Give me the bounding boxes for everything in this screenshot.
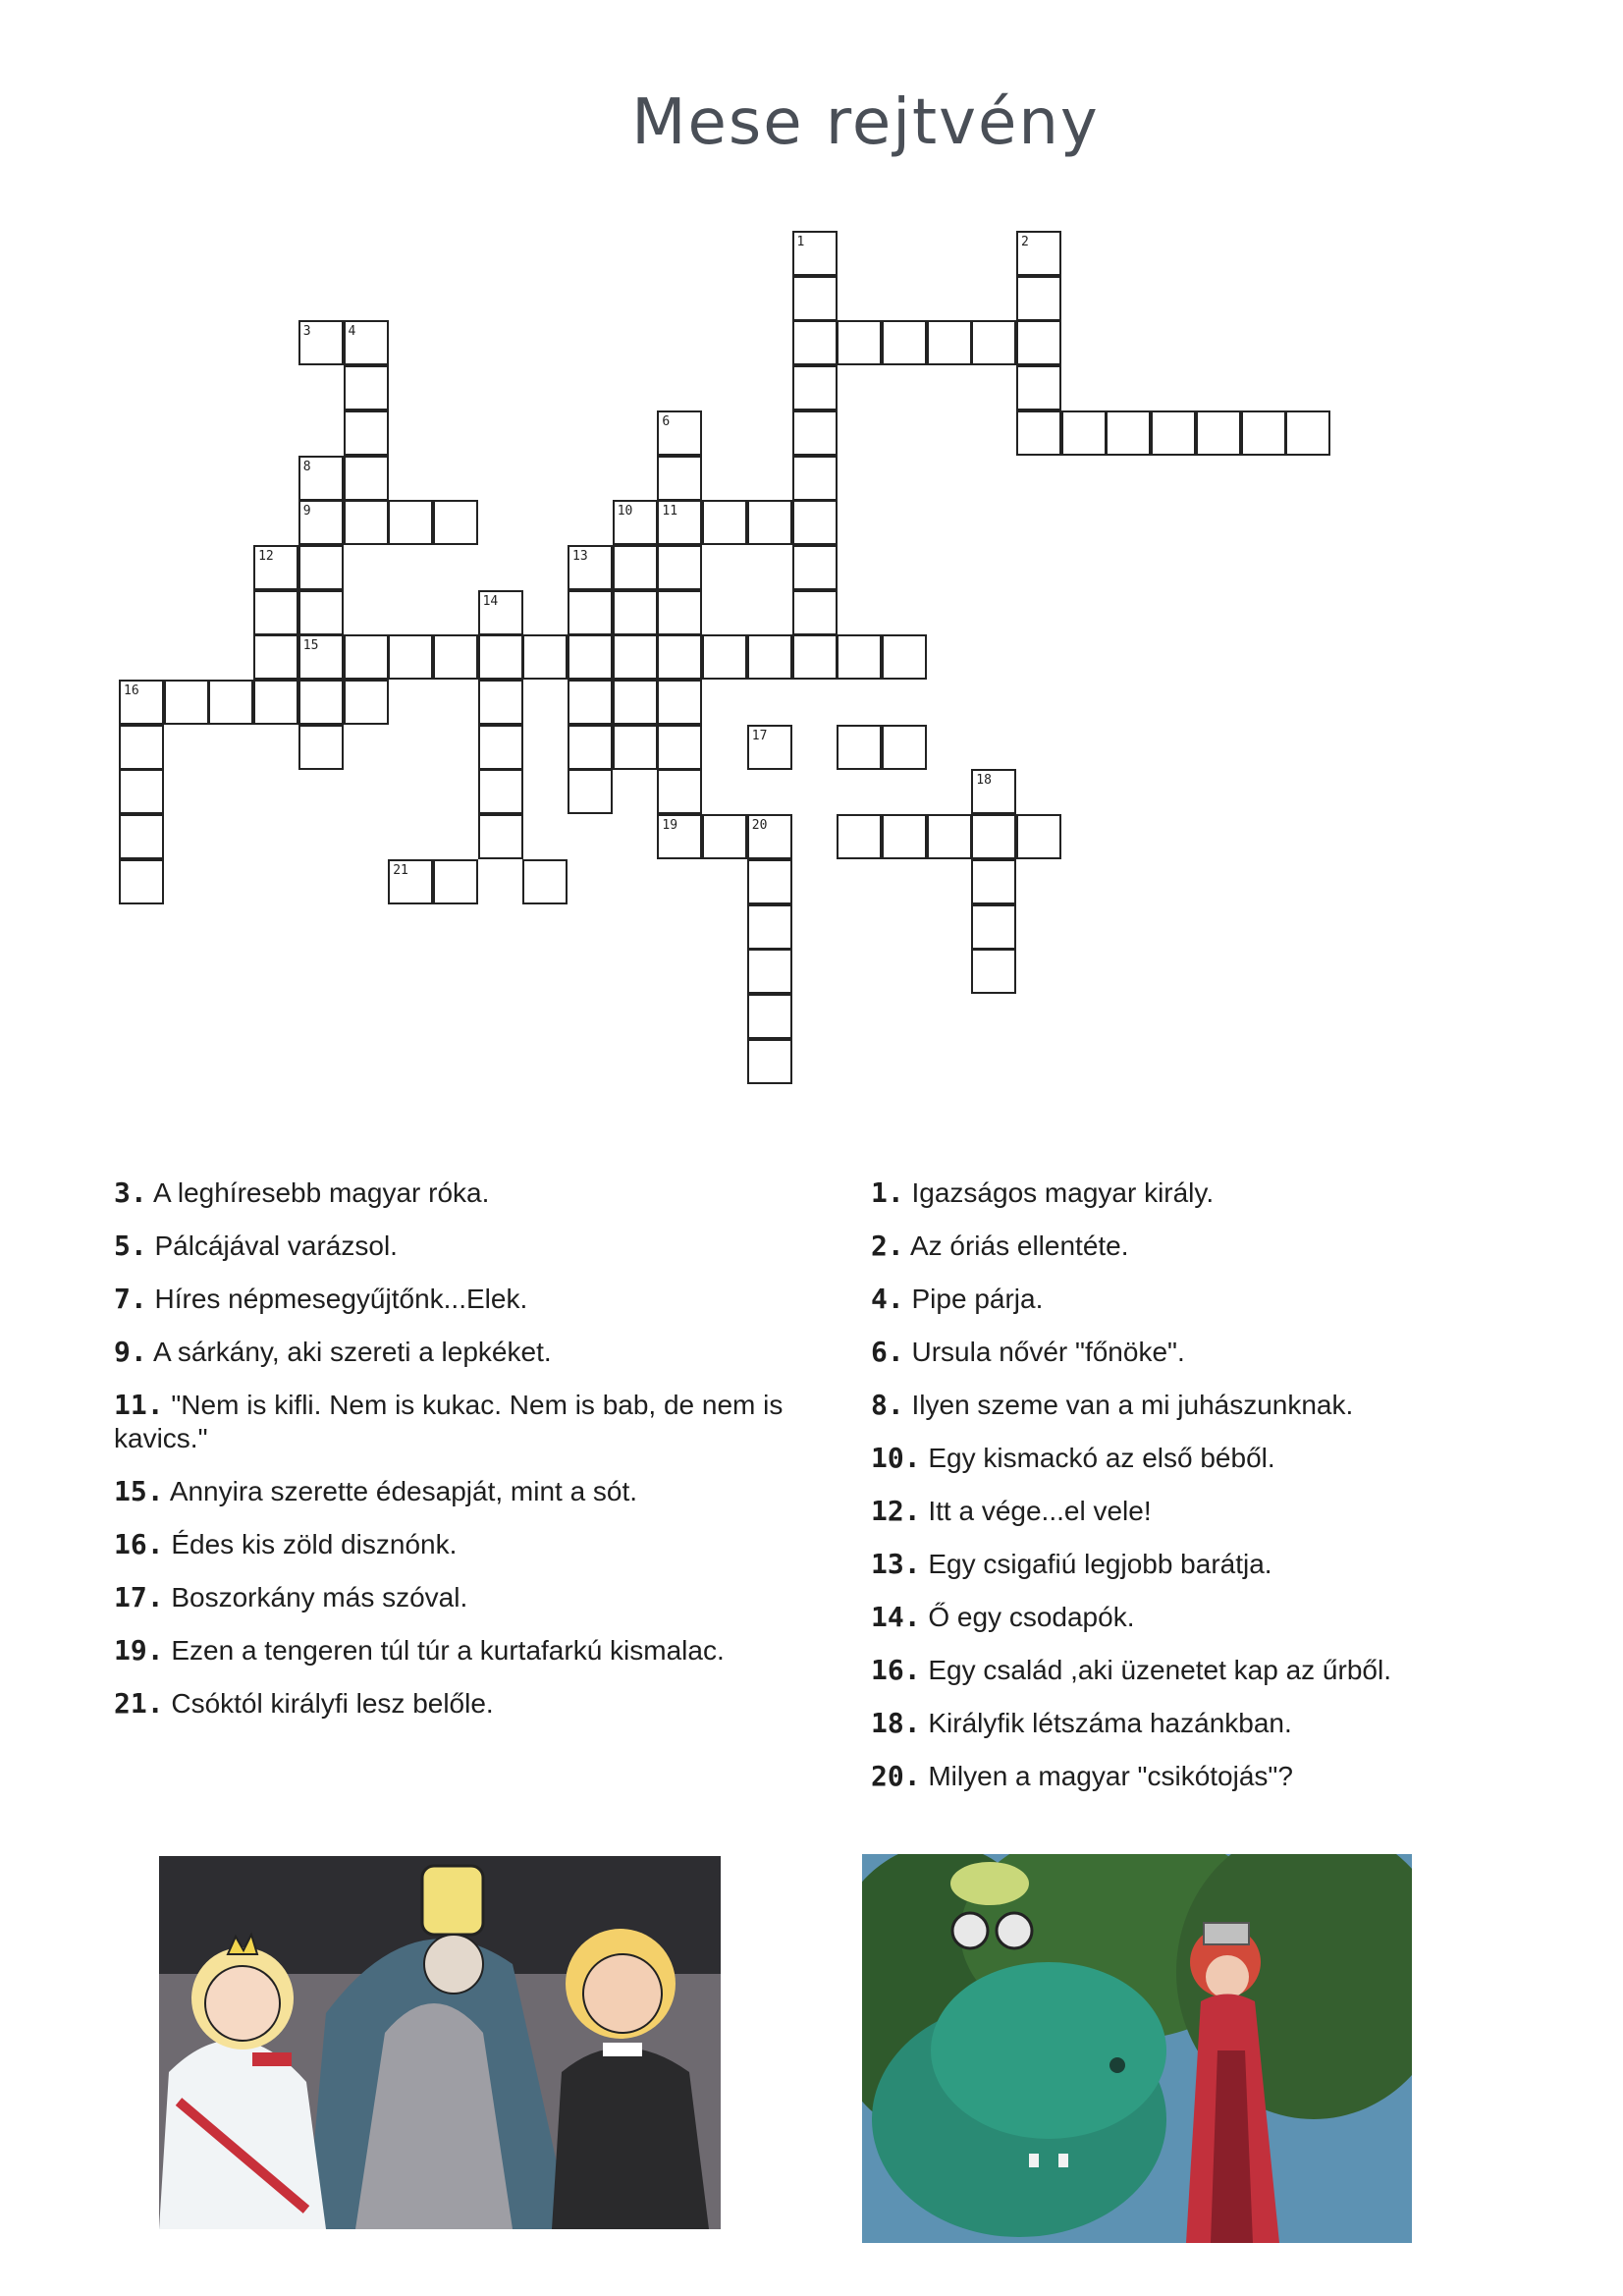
clue-text: Csóktól királyfi lesz belőle. bbox=[163, 1688, 494, 1719]
crossword-cell[interactable] bbox=[119, 725, 164, 770]
crossword-cell[interactable] bbox=[792, 456, 838, 501]
puppet-illustration bbox=[862, 1854, 1412, 2243]
crossword-cell[interactable] bbox=[971, 769, 1016, 814]
crossword-cell[interactable] bbox=[927, 320, 972, 365]
clue-item bbox=[871, 1442, 1539, 1475]
clue-item bbox=[114, 1176, 821, 1210]
clue-number: 2. bbox=[871, 1230, 904, 1262]
clue-number: 10. bbox=[871, 1442, 921, 1474]
clue-item bbox=[871, 1176, 1539, 1210]
crossword-cell[interactable] bbox=[478, 590, 523, 635]
crossword-cell[interactable] bbox=[971, 859, 1016, 904]
crossword-cell[interactable] bbox=[298, 456, 344, 501]
cell-number: 12 bbox=[258, 548, 274, 564]
clue-item bbox=[114, 1475, 821, 1508]
clue-text: Annyira szerette édesapját, mint a sót. bbox=[163, 1476, 638, 1506]
crossword-cell[interactable] bbox=[837, 634, 882, 680]
crossword-cell[interactable] bbox=[253, 545, 298, 590]
clue-text: Híres népmesegyűjtőnk...Elek. bbox=[146, 1284, 528, 1314]
clue-number: 4. bbox=[871, 1283, 904, 1315]
cell-number: 14 bbox=[482, 593, 499, 609]
crossword-cell[interactable] bbox=[613, 680, 658, 725]
crossword-cell[interactable] bbox=[657, 769, 702, 814]
clue-item bbox=[114, 1283, 821, 1316]
crossword-cell[interactable] bbox=[747, 500, 792, 545]
crossword-cell[interactable] bbox=[657, 590, 702, 635]
crossword-cell[interactable] bbox=[388, 500, 433, 545]
crossword-cell[interactable] bbox=[971, 904, 1016, 950]
clue-number: 1. bbox=[871, 1176, 904, 1209]
crossword-cell[interactable] bbox=[792, 276, 838, 321]
crossword-cell[interactable] bbox=[1016, 814, 1061, 859]
crossword-cell[interactable] bbox=[1151, 410, 1196, 456]
clue-number: 9. bbox=[114, 1336, 147, 1368]
crossword-cell[interactable] bbox=[298, 500, 344, 545]
clue-text: A sárkány, aki szereti a lepkéket. bbox=[146, 1337, 552, 1367]
cartoon-illustration bbox=[159, 1856, 721, 2229]
crossword-cell[interactable] bbox=[792, 500, 838, 545]
page-title: Mese rejtvény bbox=[631, 86, 1100, 159]
clue-text: Ursula nővér "főnöke". bbox=[903, 1337, 1185, 1367]
crossword-cell[interactable] bbox=[657, 814, 702, 859]
clue-number: 12. bbox=[871, 1495, 921, 1527]
clue-number: 20. bbox=[871, 1760, 921, 1792]
cell-number: 10 bbox=[617, 504, 633, 519]
cell-number: 19 bbox=[662, 818, 678, 834]
clue-text: Egy kismackó az első béből. bbox=[920, 1443, 1275, 1473]
clue-item bbox=[114, 1687, 821, 1721]
clue-text: Itt a vége...el vele! bbox=[920, 1496, 1152, 1526]
crossword-cell[interactable] bbox=[747, 725, 792, 770]
clue-item bbox=[871, 1601, 1539, 1634]
clue-text: Ezen a tengeren túl túr a kurtafarkú kismalac. bbox=[163, 1635, 725, 1666]
crossword-cell[interactable] bbox=[792, 365, 838, 410]
crossword-cell[interactable] bbox=[657, 456, 702, 501]
crossword-cell[interactable] bbox=[1016, 410, 1061, 456]
clue-number: 5. bbox=[114, 1230, 147, 1262]
crossword-cell[interactable] bbox=[971, 814, 1016, 859]
crossword-cell[interactable] bbox=[253, 634, 298, 680]
clue-text: Egy csigafiú legjobb barátja. bbox=[920, 1549, 1272, 1579]
clue-text: Az óriás ellentéte. bbox=[903, 1230, 1129, 1261]
crossword-cell[interactable] bbox=[522, 634, 568, 680]
crossword-cell[interactable] bbox=[657, 725, 702, 770]
clue-number: 3. bbox=[114, 1176, 147, 1209]
clue-text: Boszorkány más szóval. bbox=[163, 1582, 468, 1613]
crossword-cell[interactable] bbox=[344, 365, 389, 410]
crossword-cell[interactable] bbox=[478, 634, 523, 680]
clue-number: 17. bbox=[114, 1581, 164, 1613]
crossword-cell[interactable] bbox=[747, 994, 792, 1039]
crossword-cell[interactable] bbox=[1016, 231, 1061, 276]
crossword-cell[interactable] bbox=[702, 634, 747, 680]
cell-number: 17 bbox=[751, 728, 768, 743]
clue-item bbox=[871, 1760, 1539, 1793]
crossword-cell[interactable] bbox=[657, 410, 702, 456]
clue-text: Édes kis zöld disznónk. bbox=[163, 1529, 458, 1559]
clues-down bbox=[871, 1176, 1539, 1813]
crossword-cell[interactable] bbox=[792, 634, 838, 680]
crossword-cell[interactable] bbox=[164, 680, 209, 725]
clue-text: Királyfik létszáma hazánkban. bbox=[920, 1708, 1292, 1738]
crossword-cell[interactable] bbox=[657, 634, 702, 680]
crossword-cell[interactable] bbox=[837, 320, 882, 365]
crossword-cell[interactable] bbox=[1241, 410, 1286, 456]
crossword-cell[interactable] bbox=[837, 725, 882, 770]
crossword-cell[interactable] bbox=[927, 814, 972, 859]
crossword-cell[interactable] bbox=[568, 545, 613, 590]
crossword-cell[interactable] bbox=[657, 545, 702, 590]
clue-number: 13. bbox=[871, 1548, 921, 1580]
clue-item bbox=[114, 1581, 821, 1614]
cell-number: 20 bbox=[751, 818, 768, 834]
crossword-cell[interactable] bbox=[613, 545, 658, 590]
cell-number: 13 bbox=[572, 548, 588, 564]
crossword-cell[interactable] bbox=[298, 545, 344, 590]
crossword-cell[interactable] bbox=[119, 680, 164, 725]
crossword-cell[interactable] bbox=[253, 590, 298, 635]
clue-item bbox=[871, 1230, 1539, 1263]
clue-number: 19. bbox=[114, 1634, 164, 1667]
crossword-cell[interactable] bbox=[1285, 410, 1330, 456]
clue-text: "Nem is kifli. Nem is kukac. Nem is bab, de nem is kavics." bbox=[114, 1390, 784, 1453]
crossword-cell[interactable] bbox=[747, 1039, 792, 1084]
crossword-cell[interactable] bbox=[747, 904, 792, 950]
cell-number: 16 bbox=[124, 683, 139, 698]
crossword-cell[interactable] bbox=[747, 949, 792, 994]
clue-text: Pipe párja. bbox=[903, 1284, 1044, 1314]
crossword-cell[interactable] bbox=[344, 410, 389, 456]
clue-text: Milyen a magyar "csikótojás"? bbox=[920, 1761, 1293, 1791]
clue-text: Ilyen szeme van a mi juhászunknak. bbox=[903, 1390, 1354, 1420]
crossword-cell[interactable] bbox=[1016, 276, 1061, 321]
clue-number: 8. bbox=[871, 1389, 904, 1421]
crossword-cell[interactable] bbox=[837, 814, 882, 859]
crossword-cell[interactable] bbox=[478, 725, 523, 770]
crossword-cell[interactable] bbox=[613, 500, 658, 545]
crossword-cell[interactable] bbox=[613, 590, 658, 635]
crossword-cell[interactable] bbox=[702, 500, 747, 545]
clue-number: 6. bbox=[871, 1336, 904, 1368]
crossword-cell[interactable] bbox=[433, 634, 478, 680]
crossword-cell[interactable] bbox=[478, 814, 523, 859]
crossword-cell[interactable] bbox=[568, 680, 613, 725]
crossword-cell[interactable] bbox=[747, 634, 792, 680]
cell-number: 18 bbox=[976, 773, 992, 789]
clue-text: Igazságos magyar király. bbox=[903, 1177, 1215, 1208]
crossword-cell[interactable] bbox=[747, 859, 792, 904]
clue-number: 18. bbox=[871, 1707, 921, 1739]
crossword-cell[interactable] bbox=[388, 859, 433, 904]
clue-number: 16. bbox=[871, 1654, 921, 1686]
crossword-cell[interactable] bbox=[344, 320, 389, 365]
crossword-cell[interactable] bbox=[1016, 320, 1061, 365]
crossword-cell[interactable] bbox=[1196, 410, 1241, 456]
clue-item bbox=[871, 1283, 1539, 1316]
cell-number: 1 bbox=[796, 235, 805, 249]
crossword-cell[interactable] bbox=[433, 500, 478, 545]
crossword-grid bbox=[0, 0, 1623, 1100]
crossword-cell[interactable] bbox=[208, 680, 253, 725]
crossword-cell[interactable] bbox=[792, 545, 838, 590]
crossword-cell[interactable] bbox=[971, 320, 1016, 365]
clue-item bbox=[114, 1336, 821, 1369]
crossword-cell[interactable] bbox=[792, 590, 838, 635]
crossword-cell[interactable] bbox=[478, 769, 523, 814]
crossword-cell[interactable] bbox=[119, 769, 164, 814]
clue-number: 16. bbox=[114, 1528, 164, 1560]
clue-item bbox=[871, 1654, 1539, 1687]
cell-number: 11 bbox=[662, 504, 678, 519]
clue-text: Egy család ,aki üzenetet kap az űrből. bbox=[920, 1655, 1391, 1685]
crossword-cell[interactable] bbox=[792, 410, 838, 456]
crossword-cell[interactable] bbox=[702, 814, 747, 859]
crossword-cell[interactable] bbox=[344, 456, 389, 501]
clue-item bbox=[114, 1230, 821, 1263]
crossword-cell[interactable] bbox=[882, 320, 927, 365]
crossword-cell[interactable] bbox=[119, 859, 164, 904]
crossword-cell[interactable] bbox=[298, 634, 344, 680]
crossword-cell[interactable] bbox=[971, 949, 1016, 994]
crossword-cell[interactable] bbox=[298, 320, 344, 365]
crossword-cell[interactable] bbox=[522, 859, 568, 904]
clue-item bbox=[871, 1495, 1539, 1528]
clue-number: 11. bbox=[114, 1389, 164, 1421]
clue-item bbox=[114, 1634, 821, 1667]
clues-across bbox=[114, 1176, 821, 1740]
crossword-cell[interactable] bbox=[882, 634, 927, 680]
crossword-cell[interactable] bbox=[119, 814, 164, 859]
cell-number: 3 bbox=[302, 324, 311, 340]
clue-item bbox=[871, 1389, 1539, 1422]
cell-number: 2 bbox=[1021, 235, 1029, 249]
cell-number: 8 bbox=[302, 459, 311, 474]
clue-text: Ő egy csodapók. bbox=[920, 1602, 1135, 1632]
crossword-cell[interactable] bbox=[613, 634, 658, 680]
crossword-cell[interactable] bbox=[882, 725, 927, 770]
crossword-cell[interactable] bbox=[613, 725, 658, 770]
crossword-cell[interactable] bbox=[298, 680, 344, 725]
clue-item bbox=[871, 1707, 1539, 1740]
clue-item bbox=[871, 1548, 1539, 1581]
crossword-cell[interactable] bbox=[344, 634, 389, 680]
crossword-cell[interactable] bbox=[657, 500, 702, 545]
crossword-cell[interactable] bbox=[478, 680, 523, 725]
crossword-cell[interactable] bbox=[568, 769, 613, 814]
crossword-cell[interactable] bbox=[344, 500, 389, 545]
cell-number: 15 bbox=[302, 638, 319, 654]
crossword-cell[interactable] bbox=[433, 859, 478, 904]
clue-number: 21. bbox=[114, 1687, 164, 1720]
crossword-cell[interactable] bbox=[792, 320, 838, 365]
crossword-cell[interactable] bbox=[882, 814, 927, 859]
clue-item bbox=[114, 1528, 821, 1561]
crossword-cell[interactable] bbox=[1016, 365, 1061, 410]
clue-item bbox=[114, 1389, 821, 1455]
crossword-cell[interactable] bbox=[298, 725, 344, 770]
crossword-cell[interactable] bbox=[568, 634, 613, 680]
clue-number: 14. bbox=[871, 1601, 921, 1633]
cell-number: 9 bbox=[302, 504, 311, 519]
crossword-cell[interactable] bbox=[1106, 410, 1151, 456]
clue-item bbox=[871, 1336, 1539, 1369]
clue-number: 15. bbox=[114, 1475, 164, 1507]
crossword-cell[interactable] bbox=[253, 680, 298, 725]
clue-text: A leghíresebb magyar róka. bbox=[146, 1177, 490, 1208]
crossword-cell[interactable] bbox=[568, 725, 613, 770]
crossword-cell[interactable] bbox=[568, 590, 613, 635]
cell-number: 21 bbox=[393, 862, 408, 878]
crossword-cell[interactable] bbox=[344, 680, 389, 725]
clue-number: 7. bbox=[114, 1283, 147, 1315]
cell-number: 6 bbox=[662, 413, 671, 429]
crossword-cell[interactable] bbox=[792, 231, 838, 276]
clue-text: Pálcájával varázsol. bbox=[146, 1230, 398, 1261]
crossword-cell[interactable] bbox=[747, 814, 792, 859]
cell-number: 4 bbox=[348, 324, 356, 340]
crossword-cell[interactable] bbox=[657, 680, 702, 725]
crossword-cell[interactable] bbox=[1061, 410, 1107, 456]
crossword-cell[interactable] bbox=[388, 634, 433, 680]
crossword-cell[interactable] bbox=[298, 590, 344, 635]
